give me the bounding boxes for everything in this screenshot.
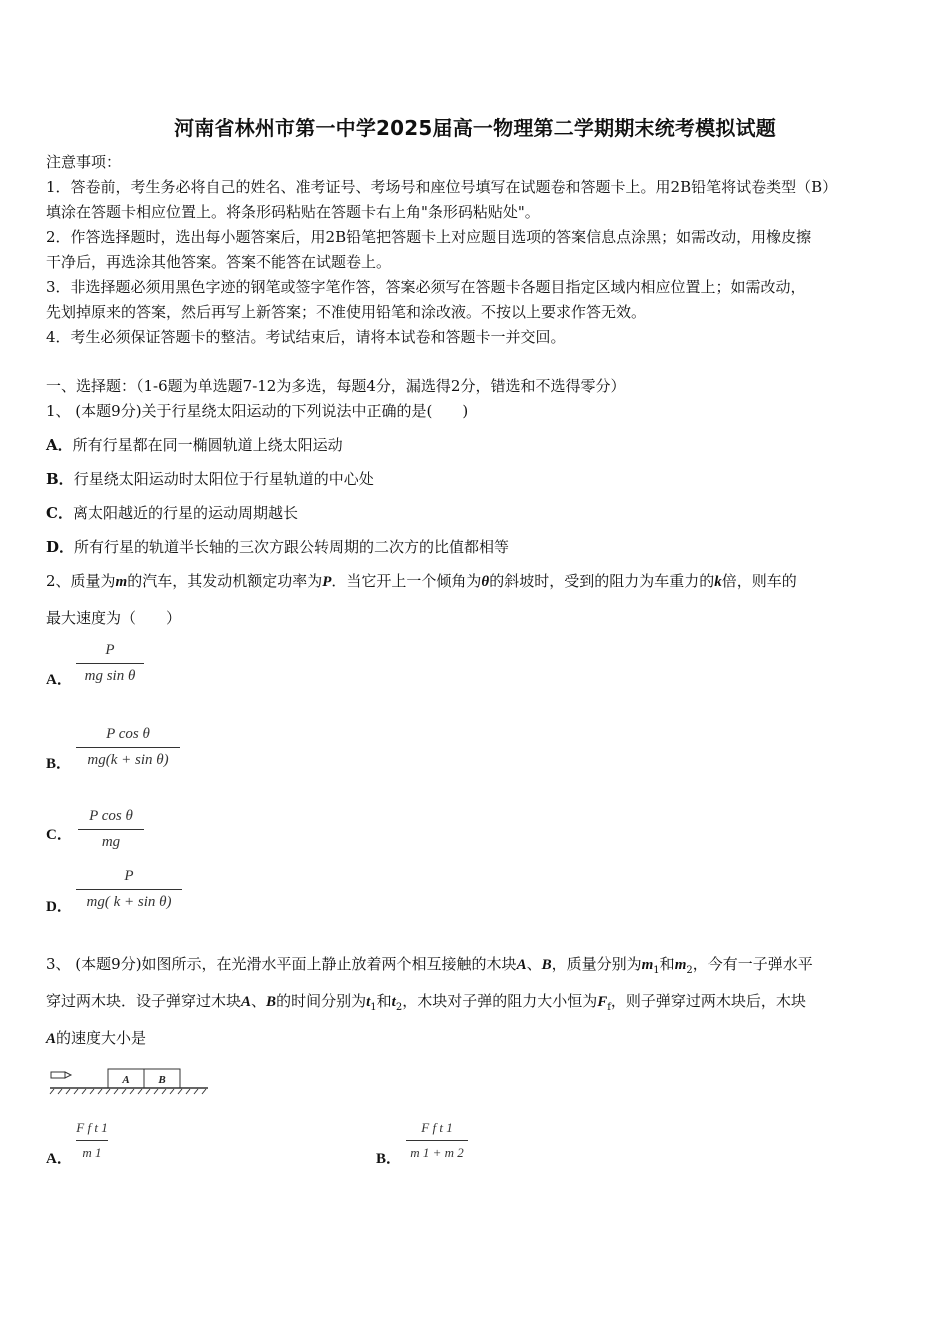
numerator: P cos θ: [89, 808, 133, 824]
var-theta: θ: [481, 574, 490, 590]
var-t2: t: [391, 994, 396, 1010]
var-p: P: [322, 574, 332, 590]
stem-text: ，今有一子弹水平: [692, 955, 813, 973]
notice-line: 填涂在答题卡相应位置上。将条形码粘贴在答题卡右上角"条形码粘贴处"。: [46, 203, 540, 221]
denominator: m 1: [82, 1145, 102, 1160]
stem-text: ，质量分别为: [551, 955, 642, 973]
denominator: mg sin θ: [84, 668, 136, 684]
var-k: k: [714, 574, 722, 590]
stem-text: 的汽车，其发动机额定功率为: [127, 572, 323, 590]
numerator: F f t 1: [421, 1120, 453, 1135]
question-3-stem-line2: [46, 991, 916, 1018]
fraction-bar: [76, 1140, 108, 1141]
question-1-option-a: [46, 435, 916, 455]
question-2-option-d-label: D．: [46, 899, 72, 915]
question-2-option-a-label: A．: [46, 672, 72, 688]
var-b: B: [541, 957, 552, 973]
option-text: 行星绕太阳运动时太阳位于行星轨道的中心处: [73, 470, 374, 488]
question-1-option-d: [46, 537, 916, 557]
option-label: D．: [46, 538, 75, 556]
question-2-option-a-fraction: [76, 642, 144, 685]
var-a: A: [516, 957, 527, 973]
question-2-option-c-fraction: [78, 808, 144, 851]
question-1-stem: 1、 (本题9分)关于行星绕太阳运动的下列说法中正确的是( ): [46, 402, 469, 420]
fraction-bar: [76, 663, 144, 664]
numerator: P: [124, 868, 134, 884]
question-2-option-c-label: C．: [46, 827, 72, 843]
var-a: A: [241, 994, 252, 1010]
notice-line: 4．考生必须保证答题卡的整洁。考试结束后，请将本试卷和答题卡一并交回。: [46, 328, 566, 346]
bullet-blocks-diagram: [48, 1066, 213, 1100]
stem-text: 3、 (本题9分)如图所示，在光滑水平面上静止放着两个相互接触的木块: [46, 955, 517, 973]
fraction-bar: [78, 829, 144, 830]
question-3-stem-line3: [46, 1028, 916, 1049]
question-3-option-a-fraction: [76, 1120, 108, 1161]
fraction-bar: [406, 1140, 468, 1141]
question-2-option-b-label: B．: [46, 756, 72, 772]
numerator: P cos θ: [106, 726, 150, 742]
var-m1: m: [641, 957, 654, 973]
stem-text: 2、质量为: [46, 572, 116, 590]
denominator: mg: [101, 834, 121, 850]
stem-text: 和: [376, 992, 392, 1010]
question-2-option-b-fraction: [76, 726, 180, 769]
section-heading: 一、选择题：（1-6题为单选题7-12为多选，每题4分，漏选得2分，错选和不选得零分）: [46, 377, 626, 395]
option-text: 所有行星都在同一椭圆轨道上绕太阳运动: [72, 436, 343, 454]
stem-text: ，则子弹穿过两木块后，木块: [610, 992, 806, 1010]
var-b: B: [266, 994, 277, 1010]
stem-text: 的斜坡时，受到的阻力为车重力的: [489, 572, 715, 590]
question-2-stem: [46, 571, 916, 592]
block-b-label: B: [158, 1074, 166, 1086]
numerator: F f t 1: [76, 1120, 108, 1135]
bullet-icon: [51, 1072, 71, 1078]
notice-line: 干净后，再选涂其他答案。答案不能答在试题卷上。: [46, 253, 392, 271]
question-1-option-c: [46, 503, 916, 523]
question-3-stem-line1: [46, 954, 916, 981]
subscript: 2: [686, 965, 693, 976]
notice-line: 先划掉原来的答案，然后再写上新答案；不准使用铅笔和涂改液。不按以上要求作答无效。: [46, 303, 647, 321]
option-label: B．: [46, 470, 74, 488]
var-m: m: [115, 574, 128, 590]
stem-text: 、: [251, 992, 267, 1010]
question-3-option-b-label: B．: [376, 1151, 402, 1167]
subscript: 2: [395, 1002, 403, 1013]
notice-line: 2．作答选择题时，选出每小题答案后，用2B铅笔把答题卡上对应题目选项的答案信息点涂黑；如需改动，用橡皮擦: [46, 228, 812, 246]
ground-hatching: [50, 1089, 206, 1094]
denominator: mg(k + sin θ): [87, 752, 169, 768]
denominator: mg( k + sin θ): [86, 894, 172, 910]
stem-text: 的时间分别为: [276, 992, 367, 1010]
var-t1: t: [366, 994, 371, 1010]
notice-line: 1．答卷前，考生务必将自己的姓名、准考证号、考场号和座位号填写在试题卷和答题卡上。用2B铅笔将试卷类型（B）: [46, 178, 838, 196]
stem-text: 穿过两木块．设子弹穿过木块: [46, 992, 242, 1010]
notice-line: 3．非选择题必须用黑色字迹的钢笔或签字笔作答，答案必须写在答题卡各题目指定区域内相应位置上；如需改动，: [46, 278, 806, 296]
stem-text: ．当它开上一个倾角为: [331, 572, 482, 590]
subscript: 1: [653, 965, 660, 976]
stem-text: 、: [526, 955, 542, 973]
option-label: A．: [46, 436, 73, 454]
option-text: 所有行星的轨道半长轴的三次方跟公转周期的二次方的比值都相等: [74, 538, 510, 556]
question-3-option-b-fraction: [406, 1120, 468, 1161]
page-title: 河南省林州市第一中学2025届高一物理第二学期期末统考模拟试题: [174, 116, 776, 140]
fraction-bar: [76, 889, 182, 890]
option-label: C．: [46, 504, 73, 522]
var-a: A: [46, 1031, 57, 1047]
fraction-bar: [76, 747, 180, 748]
denominator: m 1 + m 2: [410, 1145, 464, 1160]
stem-text: ，木块对子弹的阻力大小恒为: [402, 992, 598, 1010]
question-2-option-d-fraction: [76, 868, 182, 911]
notice-heading: 注意事项：: [46, 153, 122, 171]
option-text: 离太阳越近的行星的运动周期越长: [72, 504, 298, 522]
var-m2: m: [674, 957, 687, 973]
var-ff: F: [597, 994, 608, 1010]
stem-text: 倍，则车的: [721, 572, 797, 590]
question-2-stem-line2: 最大速度为（ ）: [46, 609, 182, 627]
numerator: P: [105, 642, 115, 658]
stem-text: 的速度大小是: [56, 1029, 147, 1047]
subscript: 1: [370, 1002, 377, 1013]
stem-text: 和: [659, 955, 675, 973]
question-3-option-a-label: A．: [46, 1151, 72, 1167]
question-1-option-b: [46, 469, 916, 489]
block-a-label: A: [122, 1074, 130, 1086]
subscript: f: [607, 1002, 611, 1013]
